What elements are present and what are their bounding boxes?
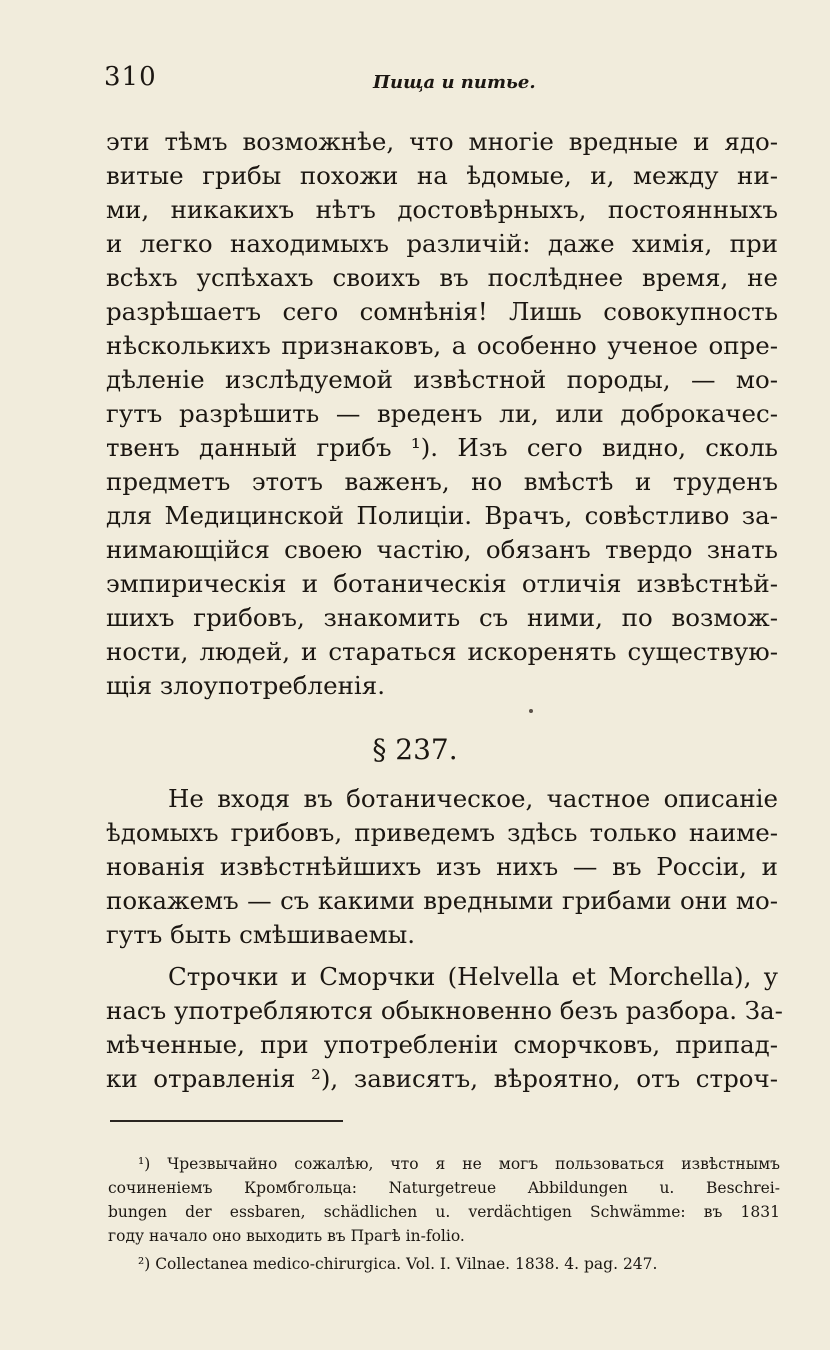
text-line: покажемъ — съ какими вредными грибами они мо- <box>106 886 778 915</box>
text-line: мѣченные, при употребленіи сморчковъ, припад- <box>106 1030 778 1059</box>
text-line: ми, никакихъ нѣтъ достовѣрныхъ, постоянныхъ <box>106 195 778 224</box>
section-heading: § 237. <box>372 733 458 766</box>
text-line: эмпирическія и ботаническія отличія извѣстнѣй- <box>106 569 778 598</box>
text-line: щія злоупотребленія. <box>106 671 385 700</box>
text-line: нованія извѣстнѣйшихъ изъ нихъ — въ Россіи, и <box>106 852 778 881</box>
text-line: ки отравленія ²), зависятъ, вѣроятно, отъ строч- <box>106 1064 778 1093</box>
text-line: шихъ грибовъ, знакомить съ ними, по возмож- <box>106 603 778 632</box>
text-line: насъ употребляются обыкновенно безъ разбора. За- <box>106 996 783 1025</box>
footnote-line: ²) Collectanea medico-chirurgica. Vol. I. Vilnae. 1838. 4. pag. 247. <box>138 1255 658 1273</box>
page-number: 310 <box>104 62 157 92</box>
footnote-line: году начало оно выходить въ Прагѣ in-folio. <box>108 1227 465 1245</box>
text-line: и легко находимыхъ различій: даже химія, при <box>106 229 778 258</box>
footnote-line: bungen der essbaren, schädlichen u. verdächtigen Schwämme: въ 1831 <box>108 1203 780 1221</box>
text-line: нимающійся своею частію, обязанъ твердо знать <box>106 535 778 564</box>
text-line: для Медицинской Полиціи. Врачъ, совѣстливо за- <box>106 501 778 530</box>
text-line: гутъ быть смѣшиваемы. <box>106 920 416 949</box>
text-line: всѣхъ успѣхахъ своихъ въ послѣднее время, не <box>106 263 778 292</box>
text-line: ности, людей, и стараться искоренять существую- <box>106 637 778 666</box>
running-title: Пища и питье. <box>373 72 536 93</box>
text-line: Строчки и Сморчки (Helvella et Morchella), у <box>168 962 778 991</box>
text-line: эти тѣмъ возможнѣе, что многіе вредные и ядо- <box>106 127 778 156</box>
footnote-line: сочиненіемъ Кромбгольца: Naturgetreue Abbildungen u. Beschrei- <box>108 1179 780 1197</box>
footnote-divider <box>110 1120 343 1122</box>
text-line: дѣленіе изслѣдуемой извѣстной породы, — мо- <box>106 365 778 394</box>
print-speck <box>529 709 533 713</box>
text-line: разрѣшаетъ сего сомнѣнія! Лишь совокупность <box>106 297 778 326</box>
text-line: нѣсколькихъ признаковъ, а особенно ученое опре- <box>106 331 778 360</box>
text-line: ѣдомыхъ грибовъ, приведемъ здѣсь только наиме- <box>106 818 778 847</box>
text-line: гутъ разрѣшить — вреденъ ли, или доброкачес- <box>106 399 778 428</box>
text-line: Не входя въ ботаническое, частное описаніе <box>168 784 778 813</box>
text-line: витые грибы похожи на ѣдомые, и, между ни- <box>106 161 778 190</box>
text-line: твенъ данный грибъ ¹). Изъ сего видно, сколь <box>106 433 778 462</box>
text-line: предметъ этотъ важенъ, но вмѣстѣ и труденъ <box>106 467 778 496</box>
footnote-line: ¹) Чрезвычайно сожалѣю, что я не могъ пользоваться извѣстнымъ <box>138 1155 780 1173</box>
